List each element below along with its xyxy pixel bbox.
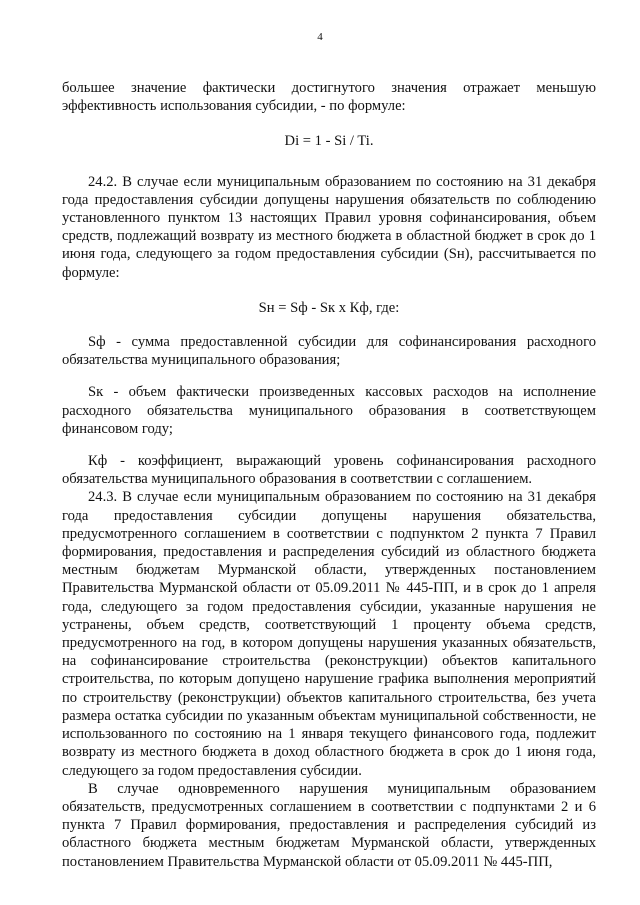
document-body — [62, 79, 596, 871]
definition-sf: Sф - сумма предоставленной субсидии для софинансирования расходного обязательства муниципального образования; — [62, 334, 596, 369]
definition-sk: Sк - объем фактически произведенных кассовых расходов на исполнение расходного обязательства муниципального образования в соответствующем финансовом году; — [62, 384, 596, 437]
page-number: 4 — [317, 31, 323, 43]
formula-efficiency: Di = 1 - Si / Ti. — [284, 133, 374, 150]
paragraph-24-3: 24.3. В случае если муниципальным образованием по состоянию на 31 декабря года предоставления субсидии допущены нарушения обязательства, предусмотренного соглашением в соответствии с подпунктом 2 пункта 7 Правил формирования, предоставления и распределения субсидий из областного бюджета местным бюджетам Мурманской области, утвержденных постановлением Правительства Мурманской области от 05.09.2011 № 445-ПП, и в срок до 1 апреля года, следующего за годом предоставления субсидии, указанные нарушения не устранены, объем средств, соответствующий 1 проценту объема средств, предусмотренного на год, в котором допущены нарушения указанных обязательств, на софинансирование строительства (реконструкции) объектов капитального строительства, по которым допущено нарушение графика выполнения мероприятий по строительству (реконструкции) объектов капитального строительства, без учета размера остатка субсидии по указанным объектам муниципальной собственности, не использованного по состоянию на 1 января текущего финансового года, подлежит возврату из местного бюджета в доход областного бюджета в срок до 1 июня года, следующего за годом предоставления субсидии. — [62, 489, 596, 779]
paragraph-continuation: большее значение фактически достигнутого значения отражает меньшую эффективность использования субсидии, - по формуле: — [62, 80, 596, 115]
formula-return-amount: Sн = Sф - Sк x Кф, где: — [258, 299, 400, 316]
paragraph-24-2: 24.2. В случае если муниципальным образованием по состоянию на 31 декабря года предоставления субсидии допущены нарушения обязательств по соблюдению установленного пунктом 13 настоящих Правил уровня софинансирования, объем средств, подлежащий возврату из местного бюджета в областной бюджет в срок до 1 июня года, следующего за годом предоставления субсидии (Sн), рассчитывается по формуле: — [62, 173, 596, 281]
definition-kf: Кф - коэффициент, выражающий уровень софинансирования расходного обязательства муниципального образования в соответствии с соглашением. — [62, 453, 596, 488]
paragraph-simultaneous-violation: В случае одновременного нарушения муниципальным образованием обязательств, предусмотренных соглашением в соответствии с подпунктами 2 и 6 пункта 7 Правил формирования, предоставления и распределения субсидий из областного бюджета местным бюджетам Мурманской области, утвержденных постановлением Правительства Мурманской области от 05.09.2011 № 445-ПП, — [62, 780, 596, 870]
